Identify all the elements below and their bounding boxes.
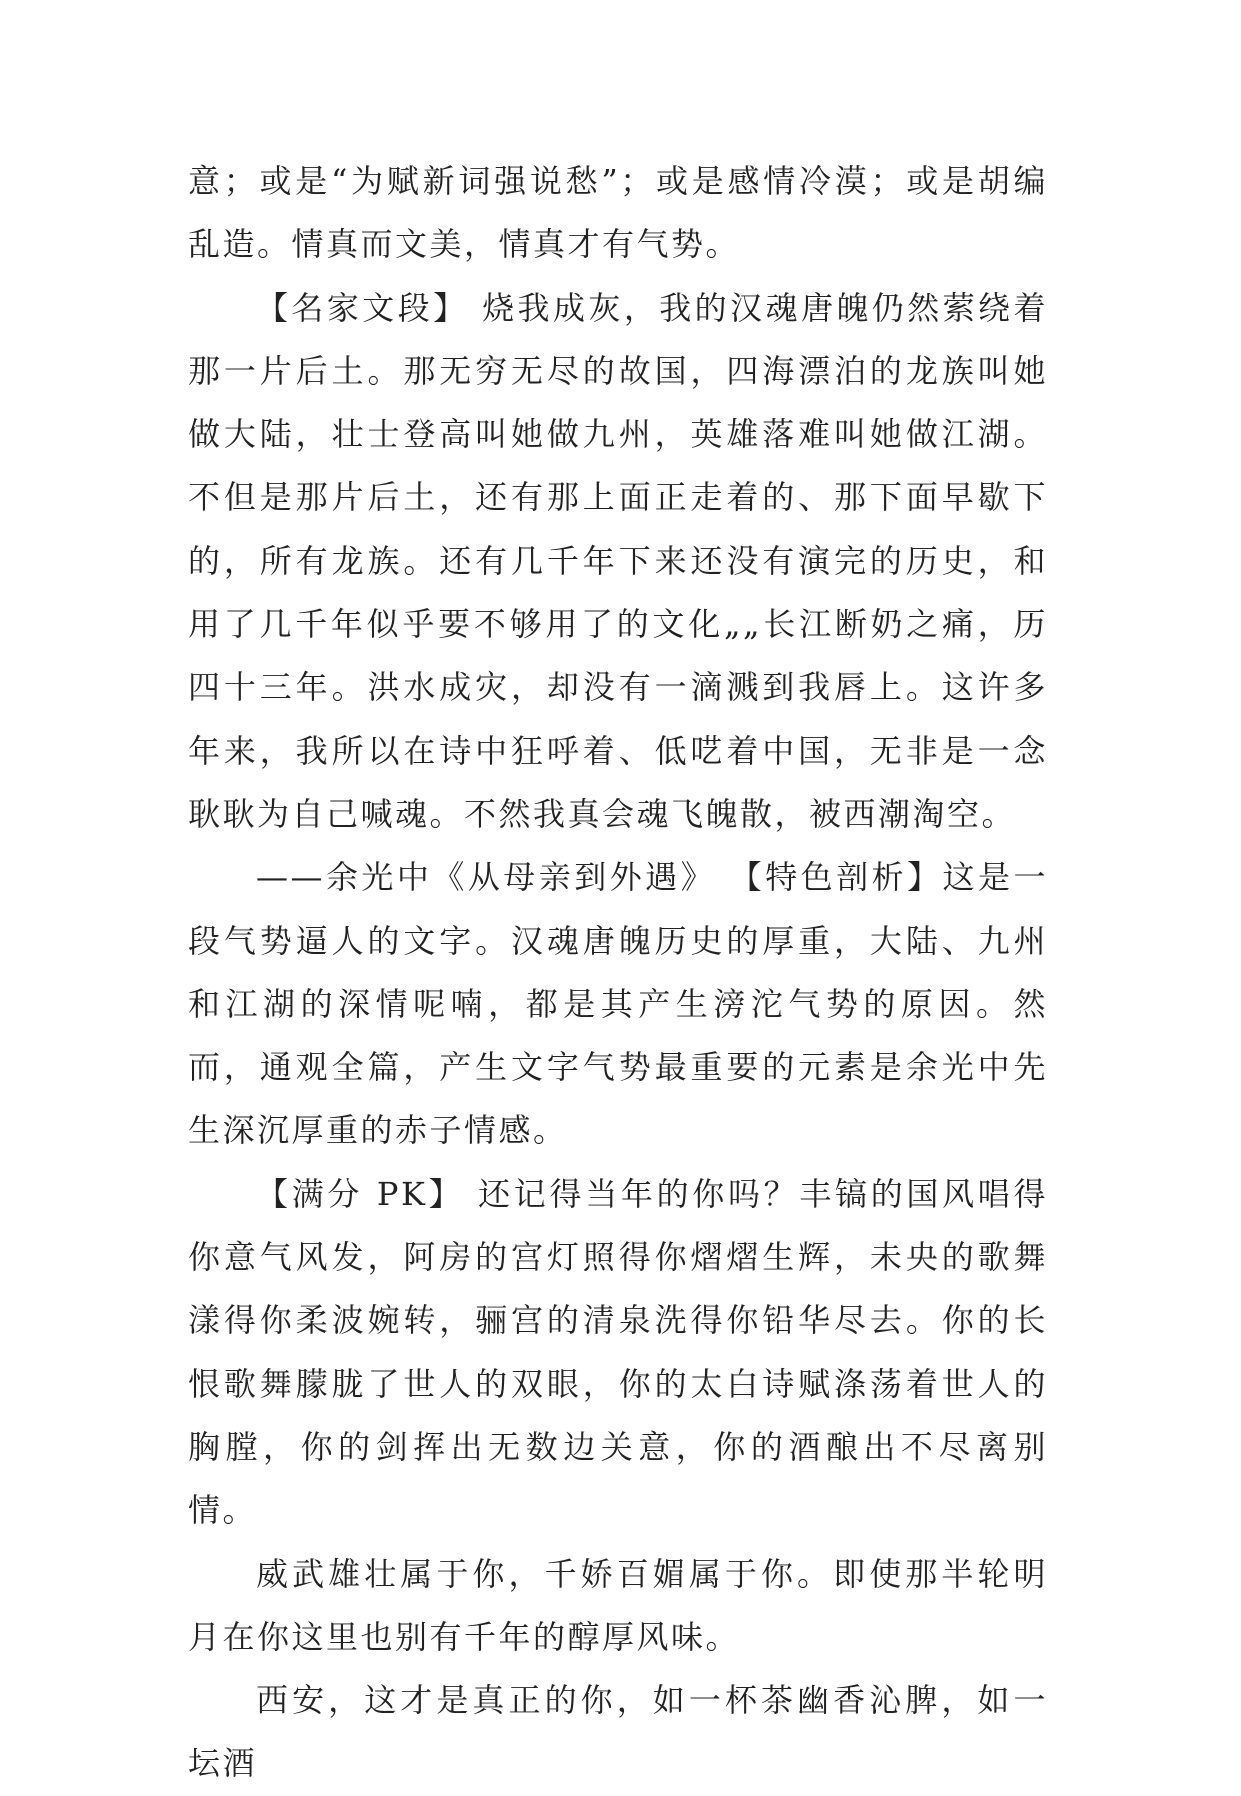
paragraph-body: 威武雄壮属于你，千娇百媚属于你。即使那半轮明月在你这里也别有千年的醇厚风味。	[188, 1554, 1048, 1656]
paragraph-body: 西安，这才是真正的你，如一杯茶幽香沁脾，如一坛酒	[188, 1681, 1048, 1783]
paragraph-continuation: 意；或是“为赋新词强说愁”；或是感情冷漠；或是胡编乱造。情真而文美，情真才有气势。	[188, 162, 1048, 264]
paragraph-analysis: ——余光中《从母亲到外遇》 【特色剖析】这是一段气势逼人的文字。汉魂唐魄历史的厚重，大陆、九州和江湖的深情呢喃，都是其产生滂沱气势的原因。然而，通观全篇，产生文字气势最重要的元素是余光中先生深沉厚重的赤子情感。	[188, 858, 1048, 1150]
paragraph-full-score-pk: 【满分 PK】 还记得当年的你吗？丰镐的国风唱得你意气风发，阿房的宫灯照得你熠熠生辉，未央的歌舞漾得你柔波婉转，骊宫的清泉洗得你铅华尽去。你的长恨歌舞朦胧了世人的双眼，你的太白诗赋涤荡着世人的胸膛，你的剑挥出无数边关意，你的酒酿出不尽离别情。	[188, 1174, 1048, 1530]
document-body	[188, 150, 1048, 1796]
paragraph-famous-excerpt: 【名家文段】 烧我成灰，我的汉魂唐魄仍然萦绕着那一片后土。那无穷无尽的故国，四海漂泊的龙族叫她做大陆，壮士登高叫她做九州，英雄落难叫她做江湖。不但是那片后土，还有那上面正走着的、那下面早歇下的，所有龙族。还有几千年下来还没有演完的历史，和用了几千年似乎要不够用了的文化„„长江断奶之痛，历四十三年。洪水成灾，却没有一滴溅到我唇上。这许多年来，我所以在诗中狂呼着、低呓着中国，无非是一念耿耿为自己喊魂。不然我真会魂飞魄散，被西潮淘空。	[188, 288, 1048, 833]
